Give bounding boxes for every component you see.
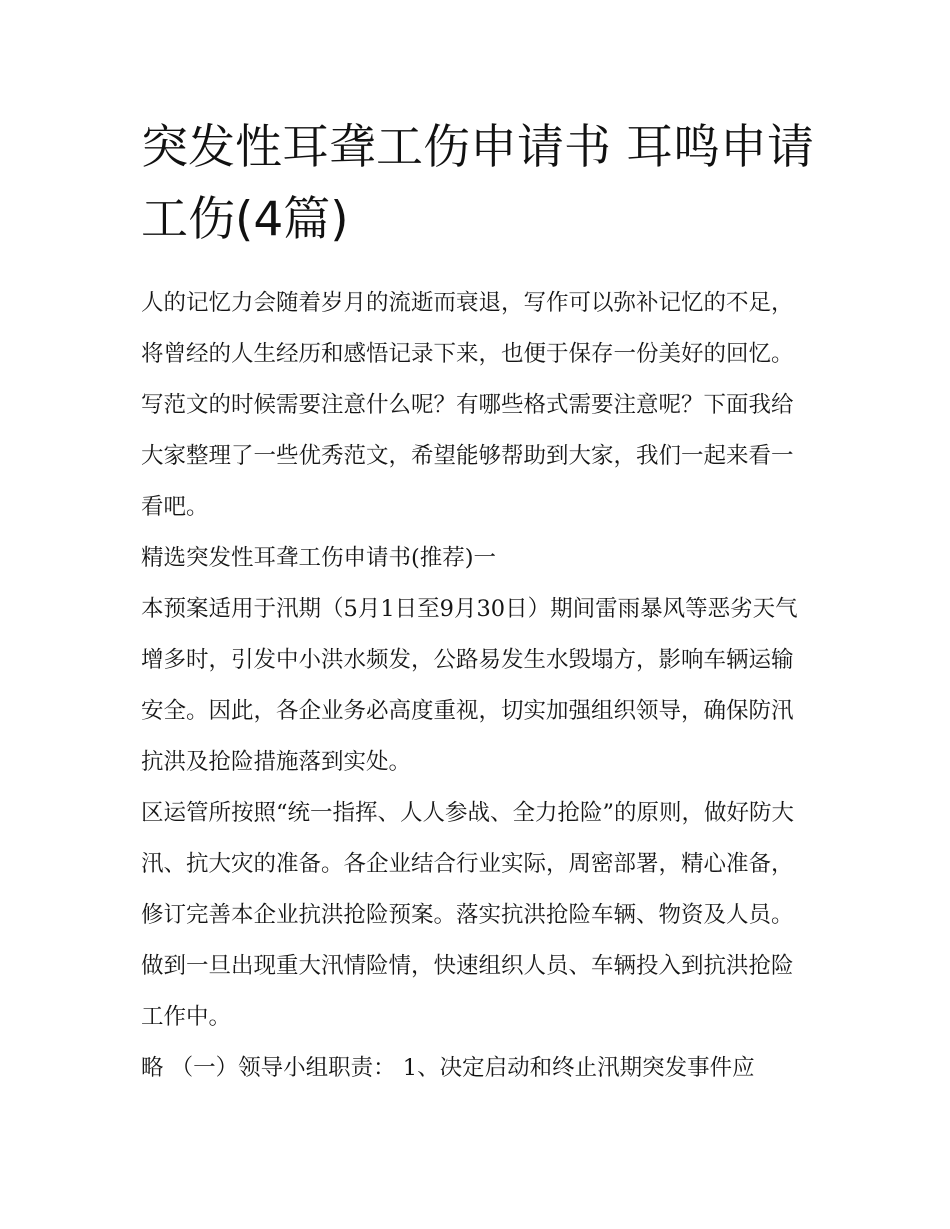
principle-paragraph: 区运管所按照“统一指挥、人人参战、全力抢险”的原则，做好防大汛、抗大灾的准备。各企业结合行业实际，周密部署，精心准备，修订完善本企业抗洪抢险预案。落实抗洪抢险车辆、物资及人员。做到一旦出现重大汛情险情，快速组织人员、车辆投入到抗洪抢险工作中。 <box>141 800 795 1030</box>
duties-paragraph: 略 （一）领导小组职责： 1、决定启动和终止汛期突发事件应 <box>141 1055 755 1081</box>
document-title: 突发性耳聋工伤申请书 耳鸣申请工伤(4篇) <box>141 120 814 247</box>
scope-paragraph: 本预案适用于汛期（5月1日至9月30日）期间雷雨暴风等恶劣天气增多时，引发中小洪水频发，公路易发生水毁塌方，影响车辆运输安全。因此，各企业务必高度重视，切实加强组织领导，确保防汛抗洪及抢险措施落到实处。 <box>141 596 798 775</box>
intro-paragraph: 人的记忆力会随着岁月的流逝而衰退，写作可以弥补记忆的不足，将曾经的人生经历和感悟记录下来，也便于保存一份美好的回忆。写范文的时候需要注意什么呢？有哪些格式需要注意呢？下面我给大家整理了一些优秀范文，希望能够帮助到大家，我们一起来看一看吧。 <box>141 290 794 520</box>
section-heading: 精选突发性耳聋工伤申请书(推荐)一 <box>141 545 497 571</box>
document-body <box>141 278 813 1094</box>
